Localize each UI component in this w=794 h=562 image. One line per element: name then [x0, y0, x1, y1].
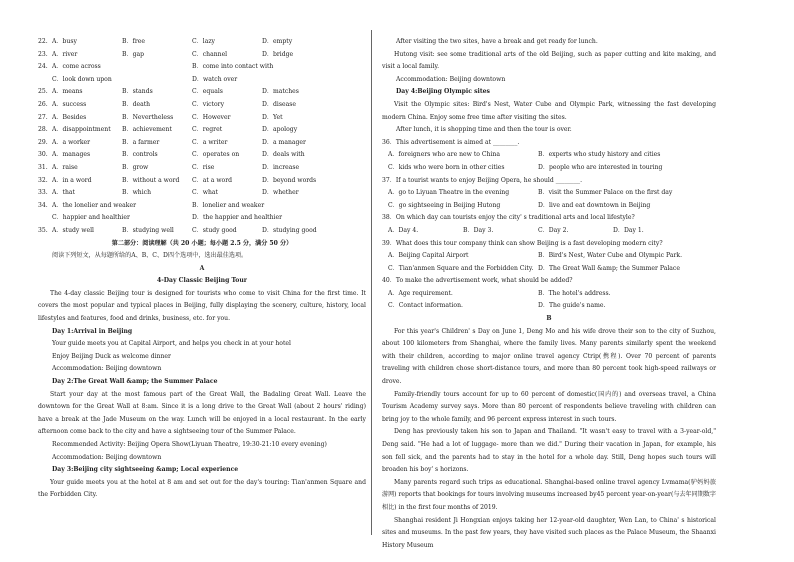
cloze-question-row — [38, 61, 366, 74]
day2-line2: Accommodation: Beijing downtown — [52, 453, 162, 461]
question-37: 37．If a tourist wants to enjoy Beijing Opera, he should ________. — [382, 176, 583, 184]
answer-option: D．the happier and healthier — [192, 214, 283, 222]
passage-b-para-1: For this year's Children' s Day on June 1, Deng Mo and his wife drove their son to the city of Suzhou, about 100 kilometers from Shanghai, where the family lives. Many parents similarly spent the weekend with their children, according to major online travel agency Ctrip(携程). Over 70 percent of parents traveling with children chose short-distance tours, and more than 80 percent took high-speed railways or drove. — [382, 327, 716, 386]
right-para-2: Hutong visit: see some traditional arts of the old Beijing, such as paper cutting and kite making, and visit a local family. — [382, 50, 716, 71]
question-number — [38, 74, 52, 87]
answer-option: D．deals with — [262, 151, 305, 159]
answer-option: B．without a word — [122, 176, 180, 184]
answer-option: C．regret — [192, 126, 223, 134]
question-number: 27. — [38, 113, 48, 121]
answer-option: C．victory — [192, 100, 225, 108]
passage-a-intro: The 4-day classic Beijing tour is designed for tourists who come to visit China for the first time. It covers the most popular and typical places in Beijing, fully displaying the scenery, culture, history, local lifestyles and features, food and drinks, business, etc. for you. — [38, 289, 366, 323]
day3-paragraph: Your guide meets you at the hotel at 8 am and set out for the day's touring: Tian'anmen Square and the Forbidden City. — [38, 478, 366, 499]
answer-option: A．in a word — [52, 176, 92, 184]
answer-option: D．a manager — [262, 138, 306, 146]
cloze-question-row — [38, 149, 366, 162]
answer-option: B．lonelier and weaker — [192, 201, 265, 209]
question-number: 28. — [38, 126, 48, 134]
right-column — [382, 36, 716, 552]
question-number: 32. — [38, 176, 48, 184]
section-heading: 第二部分：阅读理解（共 20 小题；每小题 2.5 分，满分 50 分） — [111, 239, 293, 247]
reading-instruction: 阅读下列短文，从每题所给的A、B、C、D四个选项中，选出最佳选项。 — [52, 252, 248, 260]
passage-b-para-2: Family-friendly tours account for up to 60 percent of domestic(国内的) and overseas travel, a China Tourism Academy survey says. More than 80 percent of respondents believe traveling with children can bring joy to the whole family, and 96 percent express interest in such tours. — [382, 390, 716, 423]
answer-option: A．success — [52, 100, 87, 108]
cloze-question-row — [38, 225, 366, 238]
question-36-options-cd — [382, 162, 716, 175]
option-37d: D．live and eat downtown in Beijing — [538, 201, 651, 209]
passage-a-title: 4-Day Classic Beijing Tour — [156, 277, 247, 285]
answer-option: D．studying good — [262, 226, 317, 234]
answer-option: D．empty — [262, 38, 293, 45]
passage-a-letter: A — [199, 264, 205, 272]
cloze-question-row — [38, 137, 366, 150]
answer-option: B．come into contact with — [192, 63, 274, 71]
option-38a: A．Day 4. — [388, 226, 419, 234]
passage-b-letter: B — [546, 315, 552, 323]
passage-b-para-5: Shanghai resident Ji Hongxian enjoys taking her 12-year-old daughter, Wen Lan, to China' s historical sites and museums. In the past few years, they have visited such places as the Palace Museum, the Shaanxi History Museum — [382, 516, 716, 549]
question-number: 34. — [38, 201, 48, 209]
answer-option: B．which — [122, 189, 151, 197]
answer-option: C．look down upon — [52, 75, 112, 83]
question-number: 25. — [38, 88, 48, 96]
right-para-1: After visiting the two sites, have a break and get ready for lunch. — [396, 38, 598, 45]
answer-option: B．grow — [122, 163, 149, 171]
passage-b-para-4: Many parents regard such trips as educational. Shanghai-based online travel agency Lvmama(驴妈妈旅游网) reports that bookings for tours involving museums increased by45 percent year-on-year(与去年同期数字相比) in the first four months of 2019. — [382, 478, 716, 511]
day2-paragraph: Start your day at the most famous part of the Great Wall, the Badaling Great Wall. Leave the downtown for the Great Wall at 8:am. Since it is a long drive to the Great Wall (about 2 hours' riding) have a break at the Jade Museum on the way. Lunch will be enjoyed in a local restaurant. In the early afternoon come back to the city and have a sightseeing tour of the Summer Palace. — [38, 390, 366, 436]
answer-option: A．manages — [52, 151, 91, 159]
question-39-options-cd — [382, 263, 716, 276]
answer-option: A．river — [52, 50, 78, 58]
question-40-options-cd — [382, 300, 716, 313]
question-39: 39．What does this tour company think can show Beijing is a fast developing modern city? — [382, 239, 663, 247]
day2-line1: Recommended Activity: Beijing Opera Show(Liyuan Theatre, 19:30-21:10 every evening) — [52, 441, 327, 448]
answer-option: D．whether — [262, 189, 299, 197]
answer-option: C．rise — [192, 163, 215, 171]
question-number: 26. — [38, 100, 48, 108]
day1-line1: Your guide meets you at Capital Airport, and helps you check in at your hotel — [52, 340, 291, 348]
answer-option: B．Nevertheless — [122, 113, 174, 121]
option-37a: A．go to Liyuan Theatre in the evening — [388, 189, 510, 197]
answer-option: C．operates on — [192, 151, 240, 159]
option-36a: A．foreigners who are new to China — [388, 151, 500, 159]
question-number: 22. — [38, 38, 48, 45]
answer-option: C．lazy — [192, 38, 215, 45]
question-38-options — [382, 225, 716, 238]
option-39c: C．Tian'anmen Square and the Forbidden City. — [388, 264, 534, 272]
answer-option: A．disappointment — [52, 126, 111, 134]
cloze-question-row — [38, 162, 366, 175]
answer-option: A．raise — [52, 163, 78, 171]
option-37b: B．visit the Summer Palace on the first day — [538, 189, 673, 197]
answer-option: C．at a word — [192, 176, 233, 184]
answer-option: A．busy — [52, 38, 77, 45]
answer-option: B．studying well — [122, 226, 174, 234]
question-36: 36．This advertisement is aimed at ________. — [382, 138, 520, 146]
cloze-question-row — [38, 86, 366, 99]
cloze-question-row — [38, 175, 366, 188]
question-number: 24. — [38, 63, 48, 71]
question-number: 33. — [38, 189, 48, 197]
cloze-question-row — [38, 99, 366, 112]
option-39a: A．Beijing Capital Airport — [388, 252, 469, 260]
cloze-question-list — [38, 36, 366, 238]
option-38d: D．Day 1. — [613, 226, 644, 234]
question-38: 38．On which day can tourists enjoy the city' s traditional arts and local lifestyle? — [382, 214, 635, 222]
question-37-options-cd — [382, 200, 716, 213]
answer-option: B．stands — [122, 88, 153, 96]
option-36b: B．experts who study history and cities — [538, 151, 661, 159]
option-40a: A．Age requirement. — [388, 289, 453, 297]
day4-title: Day 4:Beijing Olympic sites — [396, 88, 490, 96]
answer-option: C．However — [192, 113, 231, 121]
left-column — [38, 36, 366, 502]
answer-option: C．equals — [192, 88, 223, 96]
option-36c: C．kids who were born in other cities — [388, 163, 505, 171]
cloze-question-row — [38, 36, 366, 49]
day2-title: Day 2:The Great Wall &amp; the Summer Palace — [52, 378, 218, 386]
answer-option: A．come across — [52, 63, 101, 71]
answer-option: C．a writer — [192, 138, 228, 146]
day4-paragraph: Visit the Olympic sites: Bird's Nest, Water Cube and Olympic Park, witnessing the fast developing modern China. Enjoy some free time after visiting the sites. — [382, 100, 716, 121]
answer-option: B．free — [122, 38, 145, 45]
answer-option: D．increase — [262, 163, 300, 171]
question-39-options-ab — [382, 250, 716, 263]
answer-option: A．study well — [52, 226, 94, 234]
option-38b: B．Day 3. — [463, 226, 494, 234]
right-para-3: Accommodation: Beijing downtown — [396, 75, 506, 83]
question-number: 35. — [38, 226, 48, 234]
answer-option: D．Yet — [262, 113, 283, 121]
right-para-5: After lunch, it is shopping time and then the tour is over. — [396, 126, 572, 134]
option-37c: C．go sightseeing in Beijing Hutong — [388, 201, 501, 209]
answer-option: D．matches — [262, 88, 299, 96]
answer-option: B．achievement — [122, 126, 172, 134]
day1-line3: Accommodation: Beijing downtown — [52, 365, 162, 373]
option-38c: C．Day 2. — [538, 226, 569, 234]
answer-option: C．happier and healthier — [52, 214, 130, 222]
cloze-question-row — [38, 49, 366, 62]
answer-option: B．a farmer — [122, 138, 160, 146]
column-divider — [371, 30, 372, 535]
answer-option: C．what — [192, 189, 218, 197]
cloze-question-row — [38, 200, 366, 213]
option-39b: B．Bird's Nest, Water Cube and Olympic Park. — [538, 252, 683, 260]
answer-option: C．channel — [192, 50, 228, 58]
option-40d: D．The guide's name. — [538, 302, 606, 310]
answer-option: B．gap — [122, 50, 145, 58]
answer-option: D．beyond words — [262, 176, 317, 184]
answer-option: A．Besides — [52, 113, 87, 121]
option-40c: C．Contact information. — [388, 302, 463, 310]
cloze-question-row — [38, 74, 366, 87]
question-36-options-ab — [382, 149, 716, 162]
day1-title: Day 1:Arrival in Beijing — [52, 327, 133, 335]
cloze-question-row — [38, 112, 366, 125]
answer-option: C．study good — [192, 226, 237, 234]
day1-line2: Enjoy Beijing Duck as welcome dinner — [52, 352, 171, 360]
cloze-question-row — [38, 187, 366, 200]
question-number: 30. — [38, 151, 48, 159]
answer-option: B．controls — [122, 151, 158, 159]
answer-option: A．that — [52, 189, 75, 197]
answer-option: B．death — [122, 100, 151, 108]
answer-option: D．apology — [262, 126, 298, 134]
answer-option: A．the lonelier and weaker — [52, 201, 136, 209]
option-39d: D．The Great Wall &amp; the Summer Palace — [538, 264, 680, 272]
cloze-question-row — [38, 124, 366, 137]
answer-option: D．disease — [262, 100, 296, 108]
answer-option: D．watch over — [192, 75, 238, 83]
question-37-options-ab — [382, 187, 716, 200]
option-36d: D．people who are interested in touring — [538, 163, 663, 171]
cloze-question-row — [38, 212, 366, 225]
question-40-options-ab — [382, 288, 716, 301]
question-number — [38, 212, 52, 225]
question-40: 40．To make the advertisement work, what should be added? — [382, 277, 573, 285]
question-number: 29. — [38, 138, 48, 146]
question-number: 31. — [38, 163, 48, 171]
passage-b-para-3: Deng has previously taken his son to Japan and Thailand. "It wasn't easy to travel with a 3-year-old," Deng said. "He had a lot of luggage- more than we did." During their vacation in Japan, for example, his son fell sick, and the parents had to stay in the hotel for a whole day. Still, Deng hopes such tours will broaden his boy' s horizons. — [382, 428, 716, 474]
answer-option: A．a worker — [52, 138, 91, 146]
question-number: 23. — [38, 50, 48, 58]
answer-option: D．bridge — [262, 50, 294, 58]
option-40b: B．The hotel's address. — [538, 289, 611, 297]
answer-option: A．means — [52, 88, 83, 96]
day3-title: Day 3:Beijing city sightseeing &amp; Local experience — [52, 466, 239, 474]
